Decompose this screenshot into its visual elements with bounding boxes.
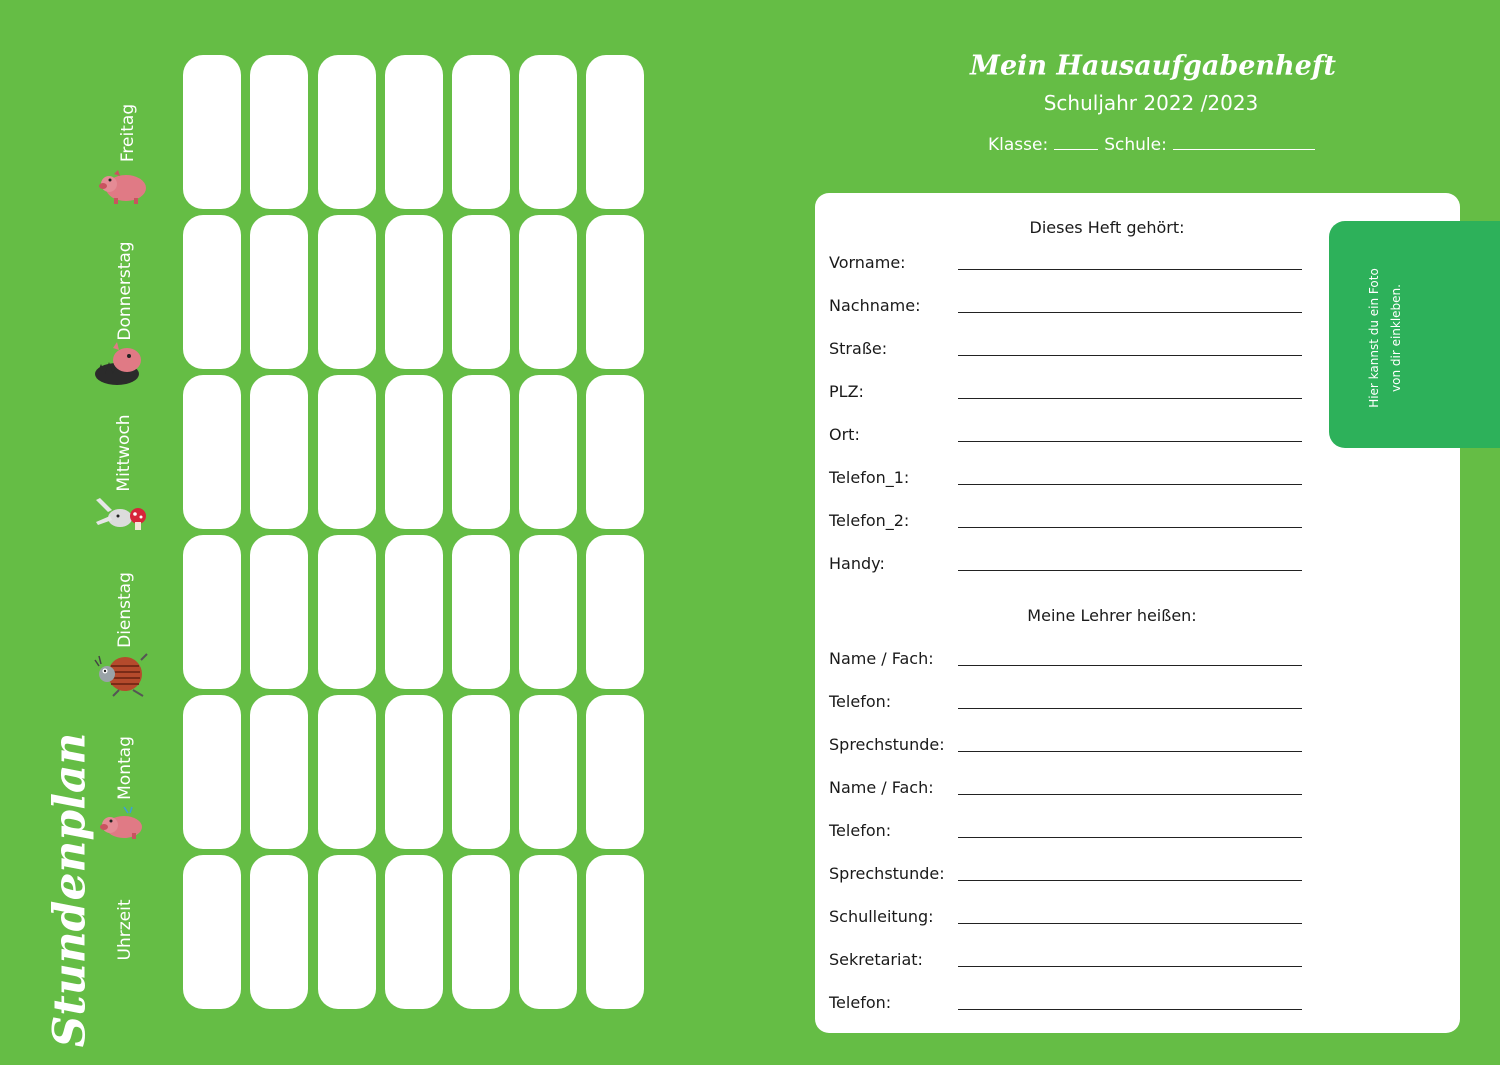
owner-field-line[interactable]	[958, 527, 1302, 528]
day-label-uhrzeit: Uhrzeit	[115, 899, 135, 961]
owner-field-line[interactable]	[958, 484, 1302, 485]
teacher-field-label: Sekretariat:	[829, 950, 923, 969]
owner-heading: Dieses Heft gehört:	[1029, 218, 1185, 237]
teacher-field-label: Schulleitung:	[829, 907, 934, 926]
owner-field-label: Telefon_1:	[829, 468, 910, 487]
photo-tab[interactable]	[1329, 221, 1500, 448]
teacher-field-line[interactable]	[958, 923, 1302, 924]
teacher-field-label: Sprechstunde:	[829, 735, 945, 754]
photo-hint-line1: Hier kannst du ein Foto	[1367, 268, 1381, 408]
teacher-field-line[interactable]	[958, 1009, 1302, 1010]
timetable-cell[interactable]	[452, 55, 510, 209]
timetable-cell[interactable]	[318, 375, 376, 529]
timetable-cell[interactable]	[519, 855, 577, 1009]
owner-field-line[interactable]	[958, 398, 1302, 399]
timetable-cell[interactable]	[586, 695, 644, 849]
owner-field-label: Handy:	[829, 554, 885, 573]
timetable-cell[interactable]	[519, 535, 577, 689]
timetable-cell[interactable]	[385, 535, 443, 689]
timetable-cell[interactable]	[250, 375, 308, 529]
timetable-cell[interactable]	[385, 855, 443, 1009]
bunny-icon	[94, 494, 150, 532]
timetable-cell[interactable]	[586, 55, 644, 209]
timetable-cell[interactable]	[519, 375, 577, 529]
teacher-field-label: Telefon:	[829, 692, 892, 711]
hedgehog-icon	[93, 340, 149, 388]
timetable-cell[interactable]	[183, 55, 241, 209]
timetable-cell[interactable]	[250, 55, 308, 209]
owner-field-line[interactable]	[958, 441, 1302, 442]
timetable-cell[interactable]	[452, 535, 510, 689]
owner-field-line[interactable]	[958, 570, 1302, 571]
day-label-mittwoch: Mittwoch	[114, 414, 134, 492]
photo-hint	[1363, 268, 1407, 408]
timetable-cell[interactable]	[318, 535, 376, 689]
timetable-cell[interactable]	[452, 695, 510, 849]
teachers-heading: Meine Lehrer heißen:	[1027, 606, 1197, 625]
timetable-cell[interactable]	[519, 55, 577, 209]
timetable-cell[interactable]	[250, 855, 308, 1009]
plan-title: Stundenplan	[44, 732, 96, 1048]
timetable-cell[interactable]	[183, 855, 241, 1009]
owner-field-label: Vorname:	[829, 253, 906, 272]
timetable-cell[interactable]	[183, 215, 241, 369]
day-label-montag: Montag	[115, 736, 135, 800]
schule-blank[interactable]	[1173, 135, 1315, 150]
timetable-cell[interactable]	[519, 215, 577, 369]
timetable-cell[interactable]	[452, 375, 510, 529]
owner-field-label: Straße:	[829, 339, 888, 358]
teacher-field-line[interactable]	[958, 880, 1302, 881]
teacher-field-line[interactable]	[958, 794, 1302, 795]
beetle-icon	[93, 648, 151, 700]
timetable-cell[interactable]	[318, 215, 376, 369]
owner-field-line[interactable]	[958, 269, 1302, 270]
timetable-cell[interactable]	[519, 695, 577, 849]
owner-field-line[interactable]	[958, 312, 1302, 313]
school-year: Schuljahr 2022 /2023	[1043, 91, 1259, 115]
owner-field-label: PLZ:	[829, 382, 864, 401]
owner-field-label: Ort:	[829, 425, 860, 444]
day-label-freitag: Freitag	[118, 103, 138, 163]
teacher-field-line[interactable]	[958, 837, 1302, 838]
photo-hint-line2: von dir einkleben.	[1389, 284, 1403, 392]
teacher-field-line[interactable]	[958, 708, 1302, 709]
timetable-cell[interactable]	[586, 535, 644, 689]
timetable-cell[interactable]	[452, 855, 510, 1009]
timetable-cell[interactable]	[183, 375, 241, 529]
timetable-cell[interactable]	[183, 695, 241, 849]
teacher-field-label: Name / Fach:	[829, 649, 934, 668]
teacher-field-label: Telefon:	[829, 993, 892, 1012]
timetable-cell[interactable]	[385, 375, 443, 529]
owner-field-label: Telefon_2:	[829, 511, 910, 530]
pig-icon	[96, 805, 150, 841]
teacher-field-label: Sprechstunde:	[829, 864, 945, 883]
timetable-cell[interactable]	[318, 855, 376, 1009]
teacher-field-label: Name / Fach:	[829, 778, 934, 797]
klasse-schule-row	[988, 135, 1321, 155]
teacher-field-line[interactable]	[958, 751, 1302, 752]
timetable-cell[interactable]	[586, 375, 644, 529]
klasse-label: Klasse:	[988, 135, 1049, 155]
timetable-cell[interactable]	[318, 695, 376, 849]
timetable-cell[interactable]	[452, 215, 510, 369]
timetable-cell[interactable]	[385, 55, 443, 209]
timetable-cell[interactable]	[318, 55, 376, 209]
page-title: Mein Hausaufgabenheft	[970, 50, 1336, 82]
owner-field-line[interactable]	[958, 355, 1302, 356]
pig-icon	[96, 168, 150, 204]
timetable-cell[interactable]	[586, 855, 644, 1009]
day-label-dienstag: Dienstag	[115, 572, 135, 648]
timetable-cell[interactable]	[183, 535, 241, 689]
timetable-cell[interactable]	[250, 535, 308, 689]
timetable-cell[interactable]	[586, 215, 644, 369]
timetable-cell[interactable]	[250, 695, 308, 849]
timetable-cell[interactable]	[385, 215, 443, 369]
teacher-field-line[interactable]	[958, 665, 1302, 666]
schule-label: Schule:	[1104, 135, 1167, 155]
klasse-blank[interactable]	[1054, 135, 1098, 150]
timetable-cell[interactable]	[250, 215, 308, 369]
teacher-field-line[interactable]	[958, 966, 1302, 967]
owner-field-label: Nachname:	[829, 296, 921, 315]
day-label-donnerstag: Donnerstag	[115, 241, 135, 341]
timetable-cell[interactable]	[385, 695, 443, 849]
teacher-field-label: Telefon:	[829, 821, 892, 840]
